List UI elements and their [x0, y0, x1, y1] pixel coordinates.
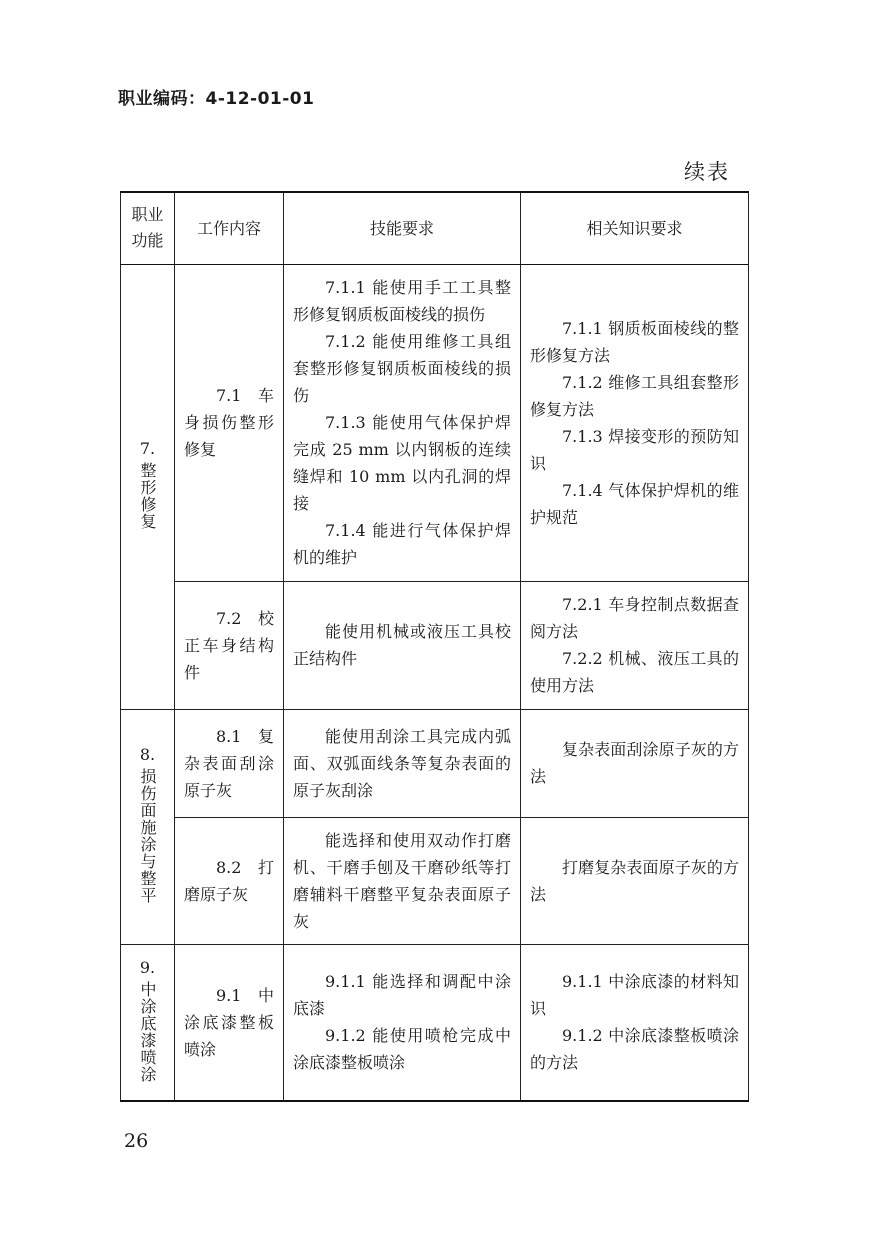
- skills-cell: 能使用机械或液压工具校正结构件: [284, 581, 521, 709]
- occupation-code: 职业编码：4-12-01-01: [118, 89, 315, 109]
- table-row: [121, 817, 749, 944]
- skills-cell: 9.1.1 能选择和调配中涂底漆 9.1.2 能使用喷枪完成中涂底漆整板喷涂: [284, 944, 521, 1101]
- continued-label: 续表: [684, 160, 730, 184]
- function-cell: 7. 整形修复: [121, 264, 175, 709]
- table-row: [121, 581, 749, 709]
- skills-cell: 能选择和使用双动作打磨机、干磨手刨及干磨砂纸等打磨辅料干磨整平复杂表面原子灰: [284, 817, 521, 944]
- content-cell: 7.1 车身损伤整形修复: [175, 264, 284, 581]
- table-row: [121, 944, 749, 1101]
- knowledge-cell: 9.1.1 中涂底漆的材料知识 9.1.2 中涂底漆整板喷涂的方法: [521, 944, 749, 1101]
- content-cell: 9.1 中涂底漆整板喷涂: [175, 944, 284, 1101]
- content-cell: 7.2 校正车身结构件: [175, 581, 284, 709]
- knowledge-cell: 7.1.1 钢质板面棱线的整形修复方法 7.1.2 维修工具组套整形修复方法 7.1.3 焊接变形的预防知识 7.1.4 气体保护焊机的维护规范: [521, 264, 749, 581]
- knowledge-cell: 7.2.1 车身控制点数据查阅方法 7.2.2 机械、液压工具的使用方法: [521, 581, 749, 709]
- skills-cell: 7.1.1 能使用手工工具整形修复钢质板面棱线的损伤 7.1.2 能使用维修工具组套整形修复钢质板面棱线的损伤 7.1.3 能使用气体保护焊完成 25 mm 以内钢板的连续缝焊和 10 mm 以内孔洞的焊接 7.1.4 能进行气体保护焊机的维护: [284, 264, 521, 581]
- skills-cell: 能使用刮涂工具完成内弧面、双弧面线条等复杂表面的原子灰刮涂: [284, 709, 521, 817]
- standards-table: [120, 191, 749, 1102]
- function-cell: 9. 中涂底漆喷涂: [121, 944, 175, 1101]
- content-cell: 8.2 打磨原子灰: [175, 817, 284, 944]
- table-header-row: [121, 192, 749, 264]
- function-cell: 8. 损伤面施涂与整平: [121, 709, 175, 944]
- table-row: [121, 264, 749, 581]
- knowledge-cell: 打磨复杂表面原子灰的方法: [521, 817, 749, 944]
- header-function: 职业功能: [121, 192, 175, 264]
- header-skills: 技能要求: [284, 192, 521, 264]
- knowledge-cell: 复杂表面刮涂原子灰的方法: [521, 709, 749, 817]
- table-row: [121, 709, 749, 817]
- header-knowledge: 相关知识要求: [521, 192, 749, 264]
- content-cell: 8.1 复杂表面刮涂原子灰: [175, 709, 284, 817]
- header-content: 工作内容: [175, 192, 284, 264]
- page-number: 26: [124, 1130, 149, 1152]
